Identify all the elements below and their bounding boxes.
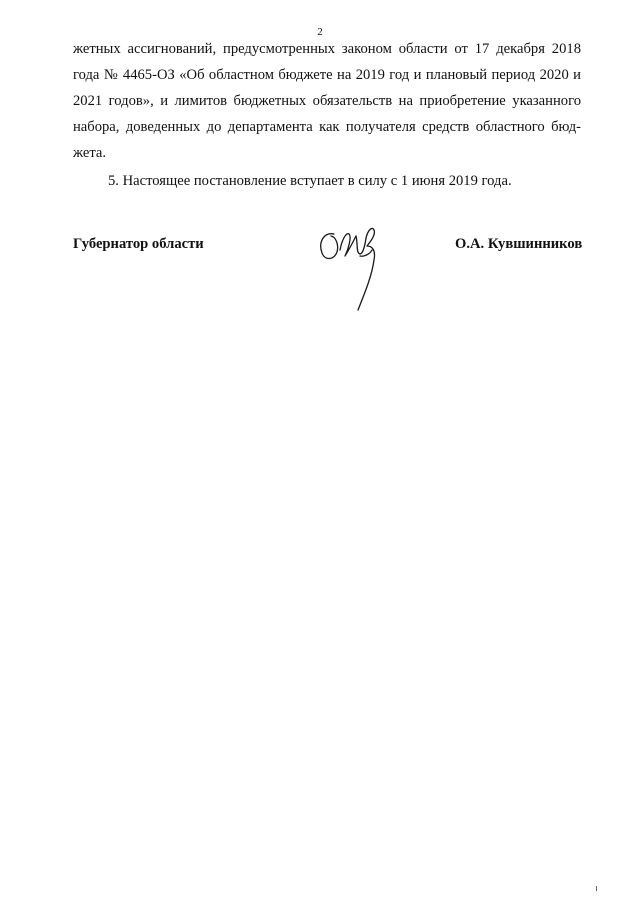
paragraph-line: жета. xyxy=(73,145,107,161)
signer-name: О.А. Кувшинников xyxy=(455,236,583,252)
continuation-paragraph xyxy=(73,36,581,166)
paragraph-line: жетных ассигнований, предусмотренных законом области от 17 декабря 2018 xyxy=(73,41,581,57)
signature-block xyxy=(0,220,640,320)
paragraph-line: года № 4465-ОЗ «Об областном бюджете на 2019 год и плановый период 2020 и xyxy=(73,67,581,83)
handwritten-signature xyxy=(312,220,392,315)
page-number: 2 xyxy=(317,26,323,38)
scan-mark xyxy=(596,886,597,891)
paragraph-line: набора, доведенных до департамента как получателя средств областного бюд- xyxy=(73,119,581,135)
signer-position: Губернатор области xyxy=(73,236,204,252)
paragraph-line: 2021 годов», и лимитов бюджетных обязательств на приобретение указанного xyxy=(73,93,581,109)
clause-5-paragraph: 5. Настоящее постановление вступает в силу с 1 июня 2019 года. xyxy=(108,173,512,189)
